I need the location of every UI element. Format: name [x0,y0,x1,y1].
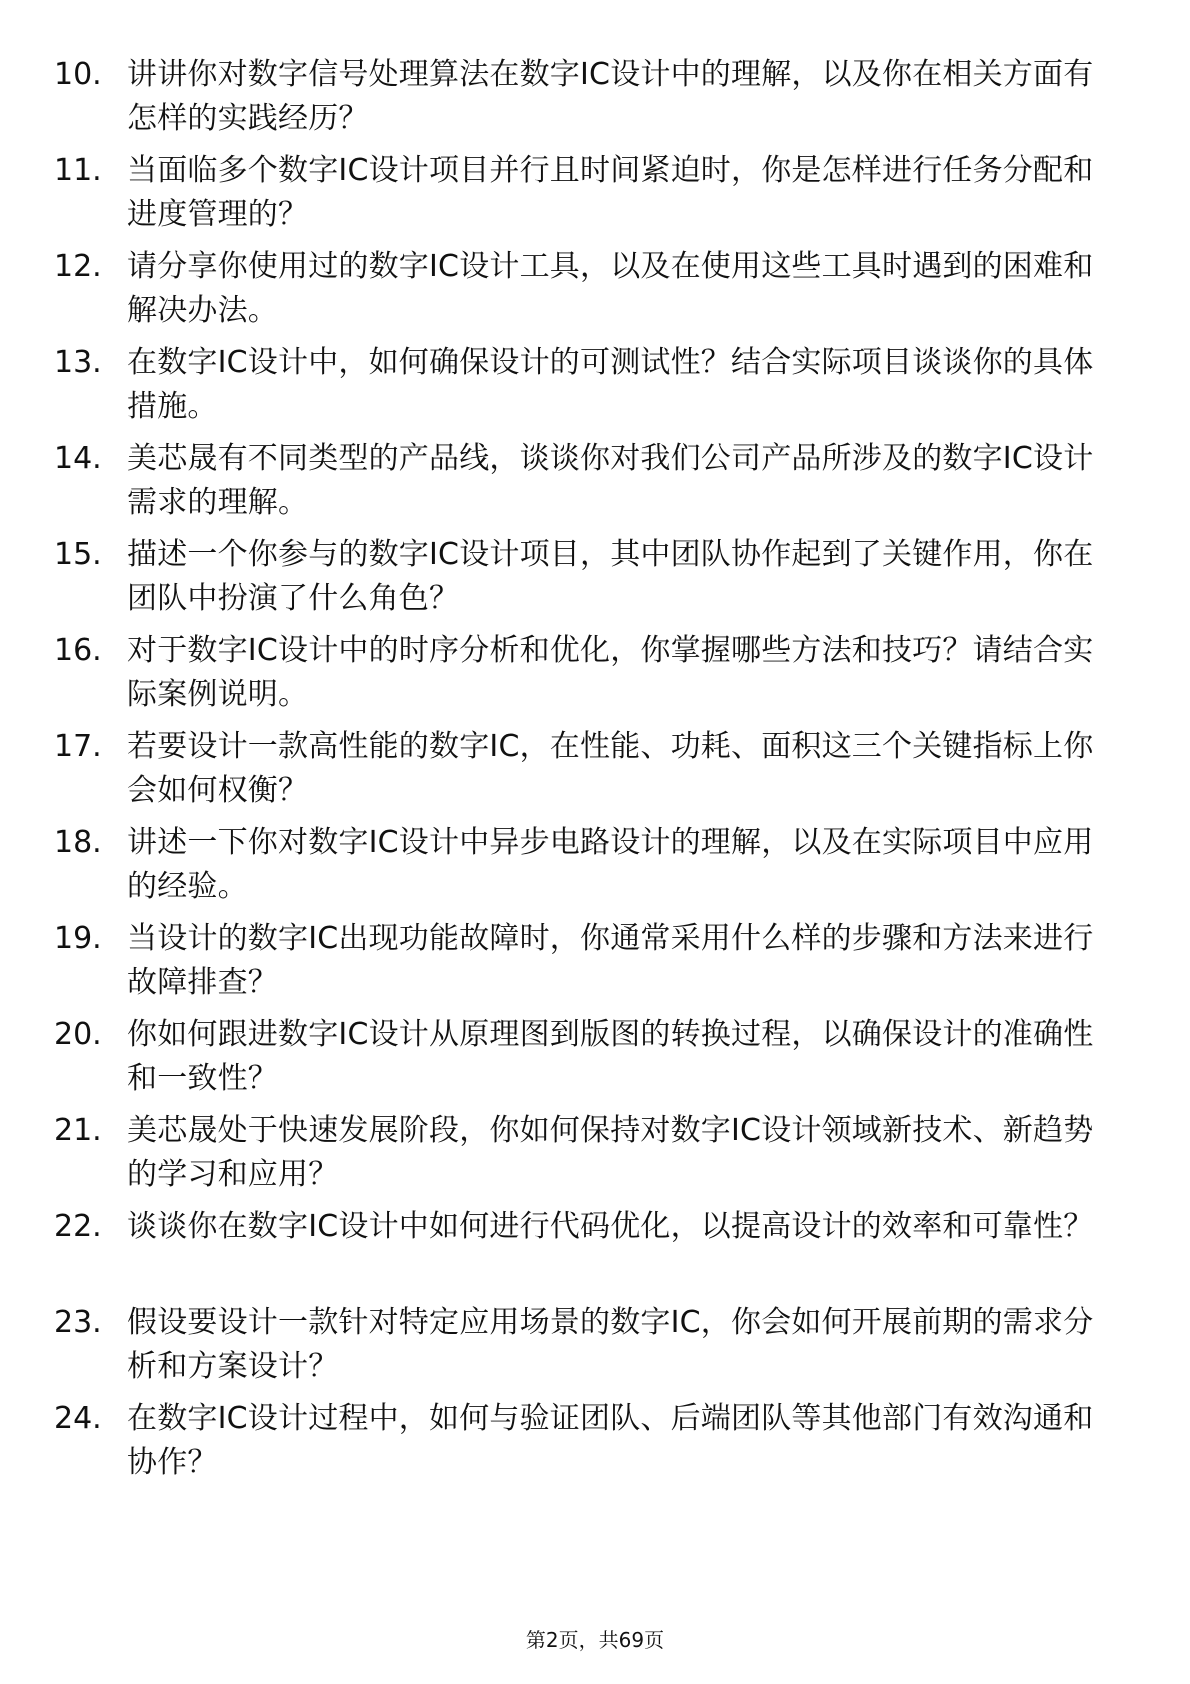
question-number: 18. [54,825,102,860]
question-text: 对于数字IC设计中的时序分析和优化，你掌握哪些方法和技巧？请结合实际案例说明。 [127,633,1094,712]
question-number: 16. [54,633,102,668]
list-item [0,629,1190,729]
question-text: 描述一个你参与的数字IC设计项目，其中团队协作起到了关键作用，你在团队中扮演了什么角色？ [127,537,1094,616]
list-item [0,245,1190,345]
question-number: 17. [54,729,102,764]
question-number: 13. [54,345,102,380]
question-text: 美芯晟处于快速发展阶段，你如何保持对数字IC设计领域新技术、新趋势的学习和应用？ [127,1113,1094,1192]
question-text: 当面临多个数字IC设计项目并行且时间紧迫时，你是怎样进行任务分配和进度管理的？ [127,153,1094,232]
question-number: 20. [54,1017,102,1052]
question-number: 11. [54,153,102,188]
question-text: 你如何跟进数字IC设计从原理图到版图的转换过程，以确保设计的准确性和一致性？ [127,1017,1094,1096]
list-item [0,1013,1190,1113]
question-number: 24. [54,1401,102,1436]
list-item [0,1109,1190,1209]
list-item [0,821,1190,921]
question-number: 10. [54,57,102,92]
question-number: 14. [54,441,102,476]
question-number: 23. [54,1305,102,1340]
question-text: 美芯晟有不同类型的产品线，谈谈你对我们公司产品所涉及的数字IC设计需求的理解。 [127,441,1094,520]
question-text: 若要设计一款高性能的数字IC，在性能、功耗、面积这三个关键指标上你会如何权衡？ [127,729,1094,808]
question-number: 12. [54,249,102,284]
question-number: 15. [54,537,102,572]
list-item [0,533,1190,633]
list-item [0,341,1190,441]
list-item [0,149,1190,249]
question-text: 在数字IC设计中，如何确保设计的可测试性？结合实际项目谈谈你的具体措施。 [127,345,1094,424]
page-number: 第2页，共69页 [525,1628,665,1652]
list-item [0,437,1190,537]
question-number: 21. [54,1113,102,1148]
question-text: 当设计的数字IC出现功能故障时，你通常采用什么样的步骤和方法来进行故障排查？ [127,921,1094,1000]
question-number: 22. [54,1209,102,1244]
page-footer [0,1626,1190,1654]
list-item [0,1301,1190,1401]
list-item [0,1397,1190,1497]
list-item [0,1205,1190,1305]
question-text: 在数字IC设计过程中，如何与验证团队、后端团队等其他部门有效沟通和协作？ [127,1401,1094,1480]
question-number: 19. [54,921,102,956]
question-text: 讲述一下你对数字IC设计中异步电路设计的理解，以及在实际项目中应用的经验。 [127,825,1094,904]
question-text: 假设要设计一款针对特定应用场景的数字IC，你会如何开展前期的需求分析和方案设计？ [127,1305,1094,1384]
question-text: 请分享你使用过的数字IC设计工具，以及在使用这些工具时遇到的困难和解决办法。 [127,249,1094,328]
question-text: 讲讲你对数字信号处理算法在数字IC设计中的理解，以及你在相关方面有怎样的实践经历？ [127,57,1094,136]
list-item [0,917,1190,1017]
list-item [0,725,1190,825]
list-item [0,53,1190,153]
question-text: 谈谈你在数字IC设计中如何进行代码优化，以提高设计的效率和可靠性？ [127,1209,1094,1244]
